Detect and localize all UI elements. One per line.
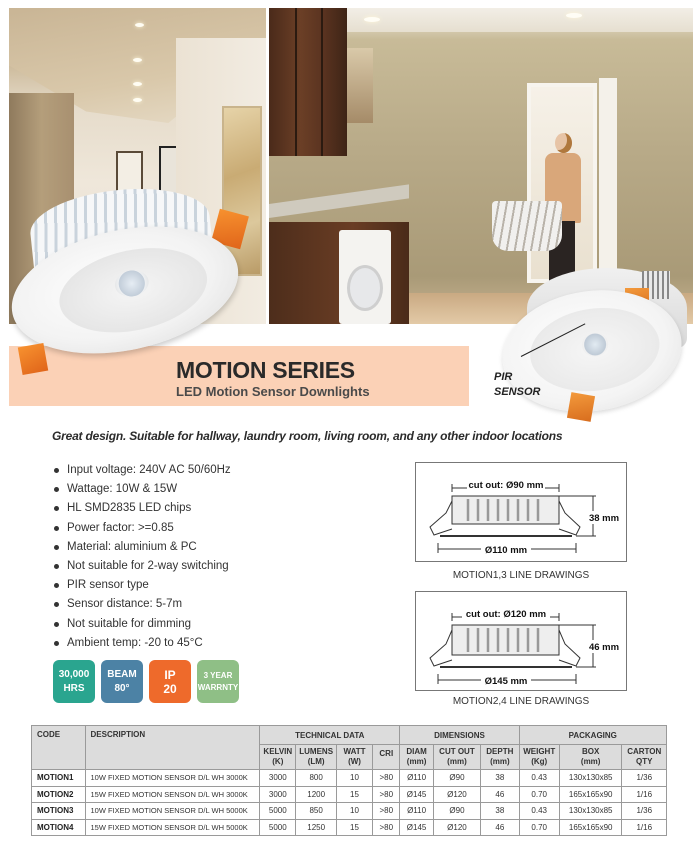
laundry-door [599, 78, 617, 283]
laundry-counter [269, 184, 409, 218]
bullet-icon [54, 487, 59, 492]
pir-sensor-icon [581, 331, 610, 358]
group-header-packaging: PACKAGING [519, 726, 666, 745]
spec-text: Sensor distance: 5-7m [67, 598, 183, 611]
lifespan-badge: 30,000 HRS [53, 660, 95, 703]
spec-item [54, 615, 231, 634]
laundry-cabinets [269, 8, 347, 156]
ceiling-light-icon [135, 23, 144, 27]
table-row: MOTION2 15W FIXED MOTION SENSON D/L WH 3000K 3000 1200 15 >80 Ø145 Ø120 46 0.70 165x165x90 1/16 [32, 786, 667, 803]
bullet-icon [54, 545, 59, 550]
ceiling-light-icon [133, 82, 142, 86]
product-spec-table [31, 725, 667, 836]
cutout-dimension: cut out: Ø120 mm [465, 609, 547, 620]
cutout-dimension: cut out: Ø90 mm [468, 480, 544, 491]
spec-text: Not suitable for 2-way switching [67, 559, 229, 572]
column-header-diam: DIAM (mm) [400, 745, 433, 770]
bullet-icon [54, 526, 59, 531]
spec-item [54, 538, 231, 557]
pir-sensor-icon [112, 267, 151, 300]
pir-sensor-callout [494, 370, 540, 400]
spec-item [54, 461, 231, 480]
callout-line-1: PIR [494, 371, 513, 383]
diameter-dimension: Ø145 mm [484, 676, 528, 687]
column-header-kelvin: KELVIN (K) [260, 745, 296, 770]
warranty-badge: 3 YEAR WARRNTY [197, 660, 239, 703]
bullet-icon [54, 641, 59, 646]
series-subtitle: LED Motion Sensor Downlights [176, 384, 370, 399]
column-header-cri: CRI [373, 745, 400, 770]
downlight-diffuser [52, 236, 215, 345]
laundry-shelf [347, 48, 373, 123]
spec-item [54, 519, 231, 538]
column-header-description: DESCRIPTION [85, 726, 260, 770]
series-title: MOTION SERIES [176, 357, 355, 383]
spec-item [54, 634, 231, 653]
depth-dimension: 38 mm [588, 513, 620, 524]
ceiling-light-icon [133, 98, 142, 102]
table-row: MOTION1 10W FIXED MOTION SENSOR D/L WH 3000K 3000 800 10 >80 Ø110 Ø90 38 0.43 130x130x85 1/36 [32, 770, 667, 787]
spec-item [54, 557, 231, 576]
column-header-weight: WEIGHT (Kg) [519, 745, 559, 770]
ceiling-light-icon [566, 13, 582, 18]
diameter-dimension: Ø110 mm [484, 545, 528, 556]
ceiling-light-icon [133, 58, 142, 62]
bullet-icon [54, 564, 59, 569]
downlight-diffuser [525, 300, 665, 399]
spring-clip [18, 343, 48, 375]
column-header-box: BOX (mm) [559, 745, 622, 770]
spec-text: HL SMD2835 LED chips [67, 502, 192, 515]
spec-text: Ambient temp: -20 to 45°C [67, 636, 203, 649]
spec-text: PIR sensor type [67, 579, 149, 592]
table-row: MOTION4 15W FIXED MOTION SENSOR D/L WH 5000K 5000 1250 15 >80 Ø145 Ø120 46 0.70 165x165x90 1/16 [32, 819, 667, 836]
downlight-dimension-drawing [416, 592, 628, 692]
spec-text: Input voltage: 240V AC 50/60Hz [67, 464, 231, 476]
callout-line-2: SENSOR [494, 386, 541, 398]
bullet-icon [54, 583, 59, 588]
bullet-icon [54, 622, 59, 627]
bullet-icon [54, 468, 59, 473]
bullet-icon [54, 506, 59, 511]
line-drawing-motion-1-3 [415, 462, 627, 562]
laundry-basket [492, 201, 562, 251]
spec-text: Wattage: 10W & 15W [67, 483, 178, 496]
beam-angle-badge: BEAM 80° [101, 660, 143, 703]
table-row: MOTION3 10W FIXED MOTION SENSOR D/L WH 5000K 5000 850 10 >80 Ø110 Ø90 38 0.43 130x130x85 1/36 [32, 803, 667, 820]
feature-badges [53, 660, 239, 703]
spec-text: Not suitable for dimming [67, 617, 191, 630]
group-header-dimensions: DIMENSIONS [400, 726, 519, 745]
spring-clip [567, 392, 595, 422]
spec-item [54, 499, 231, 518]
bullet-icon [54, 602, 59, 607]
spec-list [54, 461, 231, 653]
column-header-carton: CARTON QTY [622, 745, 667, 770]
downlight-dimension-drawing [416, 463, 628, 563]
column-header-cutout: CUT OUT (mm) [433, 745, 480, 770]
column-header-watt: WATT (W) [336, 745, 372, 770]
ip-rating-badge: IP 20 [149, 660, 191, 703]
spec-item [54, 480, 231, 499]
spec-item [54, 595, 231, 614]
washing-machine [339, 230, 391, 324]
depth-dimension: 46 mm [588, 642, 620, 653]
spec-text: Power factor: >=0.85 [67, 521, 174, 534]
column-header-depth: DEPTH (mm) [481, 745, 519, 770]
line-drawing-motion-2-4 [415, 591, 627, 691]
column-header-lumens: LUMENS (LM) [296, 745, 336, 770]
downlight-product-image [10, 190, 245, 380]
column-header-code: CODE [32, 726, 86, 770]
group-header-technical: TECHNICAL DATA [260, 726, 400, 745]
ceiling-light-icon [364, 17, 380, 22]
spec-text: Material: aluminium & PC [67, 540, 197, 553]
spec-item [54, 576, 231, 595]
drawing-caption: MOTION1,3 LINE DRAWINGS [452, 570, 590, 581]
drawing-caption: MOTION2,4 LINE DRAWINGS [452, 696, 590, 707]
tagline: Great design. Suitable for hallway, laundry room, living room, and any other indoor locations [52, 429, 563, 443]
